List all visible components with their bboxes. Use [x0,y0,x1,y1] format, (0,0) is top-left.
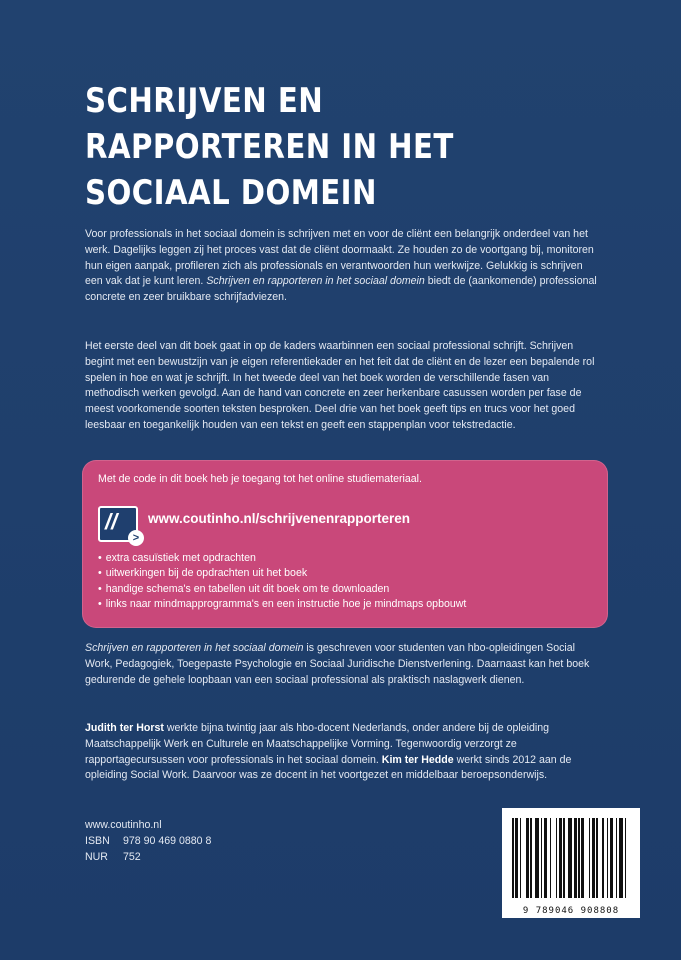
audience-text: is geschreven voor studenten van hbo-opleidingen Social Work, Pedagogiek, Toegepaste Psychologie en Sociaal Juridische Dienstverlening. Daarnaast kan het boek gedurende de gehele loopbaan van een sociaal professional als praktisch naslagwerk dienen. [85,642,590,686]
nur-label: NUR [85,851,108,863]
audience-title-italic: Schrijven en rapporteren in het sociaal domein [85,642,304,654]
barcode [502,808,640,918]
online-intro: Met de code in dit boek heb je toegang tot het online studiemateriaal. [98,473,422,485]
intro-paragraph [85,227,597,306]
online-bullet-list [98,551,466,613]
content-paragraph [85,339,597,434]
author-bio-1: werkte bijna twintig jaar als hbo-docent Nederlands, onder andere bij de opleiding Maatschappelijk Werk en Culturele en Maatschappelijke Vorming. Tegenwoordig verzorgt ze rapportagecursussen voor professionals in het sociaal domein. [85,722,550,766]
barcode-bars [512,818,630,898]
intro-text: Voor professionals in het sociaal domein is schrijven met en voor de cliënt een belangrijk onderdeel van het werk. Dagelijks leggen zij het proces vast dat de cliënt doormaakt. Ze houden zo de voortgang bij, monitoren hun eigen aanpak, profileren zich als professionals en verantwoorden hun werkwijze. Gelukkig is schrijven een vak dat je kunt leren. [85,228,594,288]
list-item: • extra casuïstiek met opdrachten [98,551,466,566]
intro-text-end: biedt de (aankomende) professional concrete en zeer bruikbare schrijfadviezen. [85,275,597,304]
isbn-value: 978 90 469 0880 8 [123,835,212,847]
online-url-link[interactable]: www.coutinho.nl/schrijvenenrapporteren [148,511,411,526]
title-line-3: SOCIAAL DOMEIN [85,173,377,213]
barcode-stripe [626,818,629,898]
logo-slash: // [105,509,118,534]
list-item: • handige schema's en tabellen uit dit boek om te downloaden [98,582,466,597]
imprint-block [85,817,211,865]
online-logo-icon [98,506,138,542]
nur-value: 752 [123,851,141,863]
book-title [85,78,532,216]
publisher-website[interactable]: www.coutinho.nl [85,819,162,831]
author-bio-2: werkt sinds 2012 aan de opleiding Social Work. Daarvoor was ze docent in het voortgezet en middelbaar beroepsonderwijs. [85,753,572,782]
audience-paragraph [85,641,597,688]
nur-row [85,849,211,865]
isbn-label: ISBN [85,835,110,847]
isbn-row [85,833,211,849]
author-name-2: Kim ter Hedde [381,753,454,766]
authors-paragraph [85,721,597,784]
title-line-1: SCHRIJVEN EN [85,81,324,121]
barcode-number: 9 789046 908808 [522,906,620,916]
content-text: Het eerste deel van dit boek gaat in op de kaders waarbinnen een sociaal professional schrijft. Schrijven begint met een bewustzijn van je eigen referentiekader en het feit dat de cliënt en de lezer een bepalende rol spelen in hoe en wat je schrijft. In het tweede deel van het boek worden de verschillende fasen van methodisch werken gevolgd. Aan de hand van concrete en zeer herkenbare casussen worden per fase de meest voorkomende soorten teksten besproken. Deel drie van het boek geeft tips en trucs voor het goed leesbaar en toegankelijk houden van een tekst en geeft een stappenplan voor tekstredactie. [85,340,595,431]
logo-arrow-icon: > [128,530,144,546]
online-material-box [82,460,608,628]
intro-title-italic: Schrijven en rapporteren in het sociaal domein [206,275,425,288]
title-line-2: RAPPORTEREN IN HET [85,127,454,167]
list-item: • links naar mindmapprogramma's en een instructie hoe je mindmaps opbouwt [98,597,466,612]
list-item: • uitwerkingen bij de opdrachten uit het boek [98,566,466,581]
author-name-1: Judith ter Horst [85,722,164,734]
